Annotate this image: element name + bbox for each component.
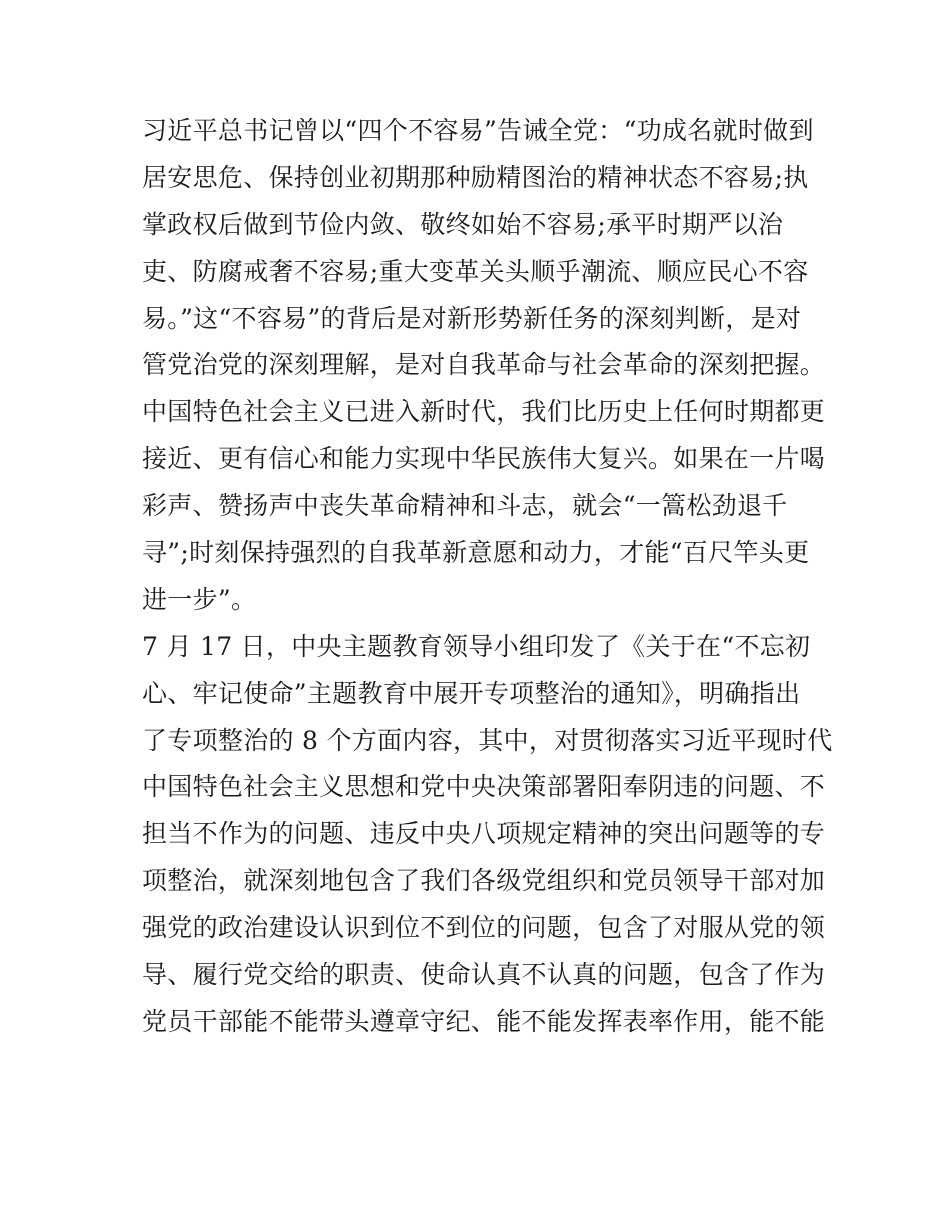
text-line: 心、牢记使命”主题教育中展开专项整治的通知》，明确指出: [142, 678, 801, 708]
text-line: 导、履行党交给的职责、使命认真不认真的问题，包含了作为: [142, 960, 826, 990]
text-line: 易。”这“不容易”的背后是对新形势新任务的深刻判断，是对: [142, 303, 802, 333]
text-line: 担当不作为的问题、违反中央八项规定精神的突出问题等的专: [142, 819, 826, 849]
text-line: 居安思危、保持创业初期那种励精图治的精神状态不容易;执: [142, 162, 809, 192]
text-line: 中国特色社会主义思想和党中央决策部署阳奉阴违的问题、不: [142, 772, 826, 802]
text-line: 进一步”。: [142, 584, 257, 614]
text-line: 7 月 17 日，中央主题教育领导小组印发了《关于在“不忘初: [142, 631, 811, 661]
text-line: 项整治，就深刻地包含了我们各级党组织和党员领导干部对加: [142, 866, 826, 896]
text-line: 吏、防腐戒奢不容易;重大变革关头顺乎潮流、顺应民心不容: [142, 256, 809, 286]
text-line: 中国特色社会主义已进入新时代，我们比历史上任何时期都更: [142, 397, 826, 427]
text-line: 强党的政治建设认识到位不到位的问题，包含了对服从党的领: [142, 913, 826, 943]
body-text: [142, 108, 833, 1046]
text-line: 党员干部能不能带头遵章守纪、能不能发挥表率作用，能不能: [142, 1006, 826, 1036]
text-line: 管党治党的深刻理解，是对自我革命与社会革命的深刻把握。: [142, 350, 826, 380]
text-line: 寻”;时刻保持强烈的自我革新意愿和动力，才能“百尺竿头更: [142, 538, 810, 568]
text-line: 接近、更有信心和能力实现中华民族伟大复兴。如果在一片喝: [142, 444, 826, 474]
text-line: 习近平总书记曾以“四个不容易”告诫全党：“功成名就时做到: [142, 116, 814, 145]
text-line: 掌政权后做到节俭内敛、敬终如始不容易;承平时期严以治: [142, 209, 784, 239]
text-line: 彩声、赞扬声中丧失革命精神和斗志，就会“一篙松劲退千: [142, 491, 788, 521]
text-line: 了专项整治的 8 个方面内容，其中，对贯彻落实习近平现时代: [142, 725, 833, 755]
